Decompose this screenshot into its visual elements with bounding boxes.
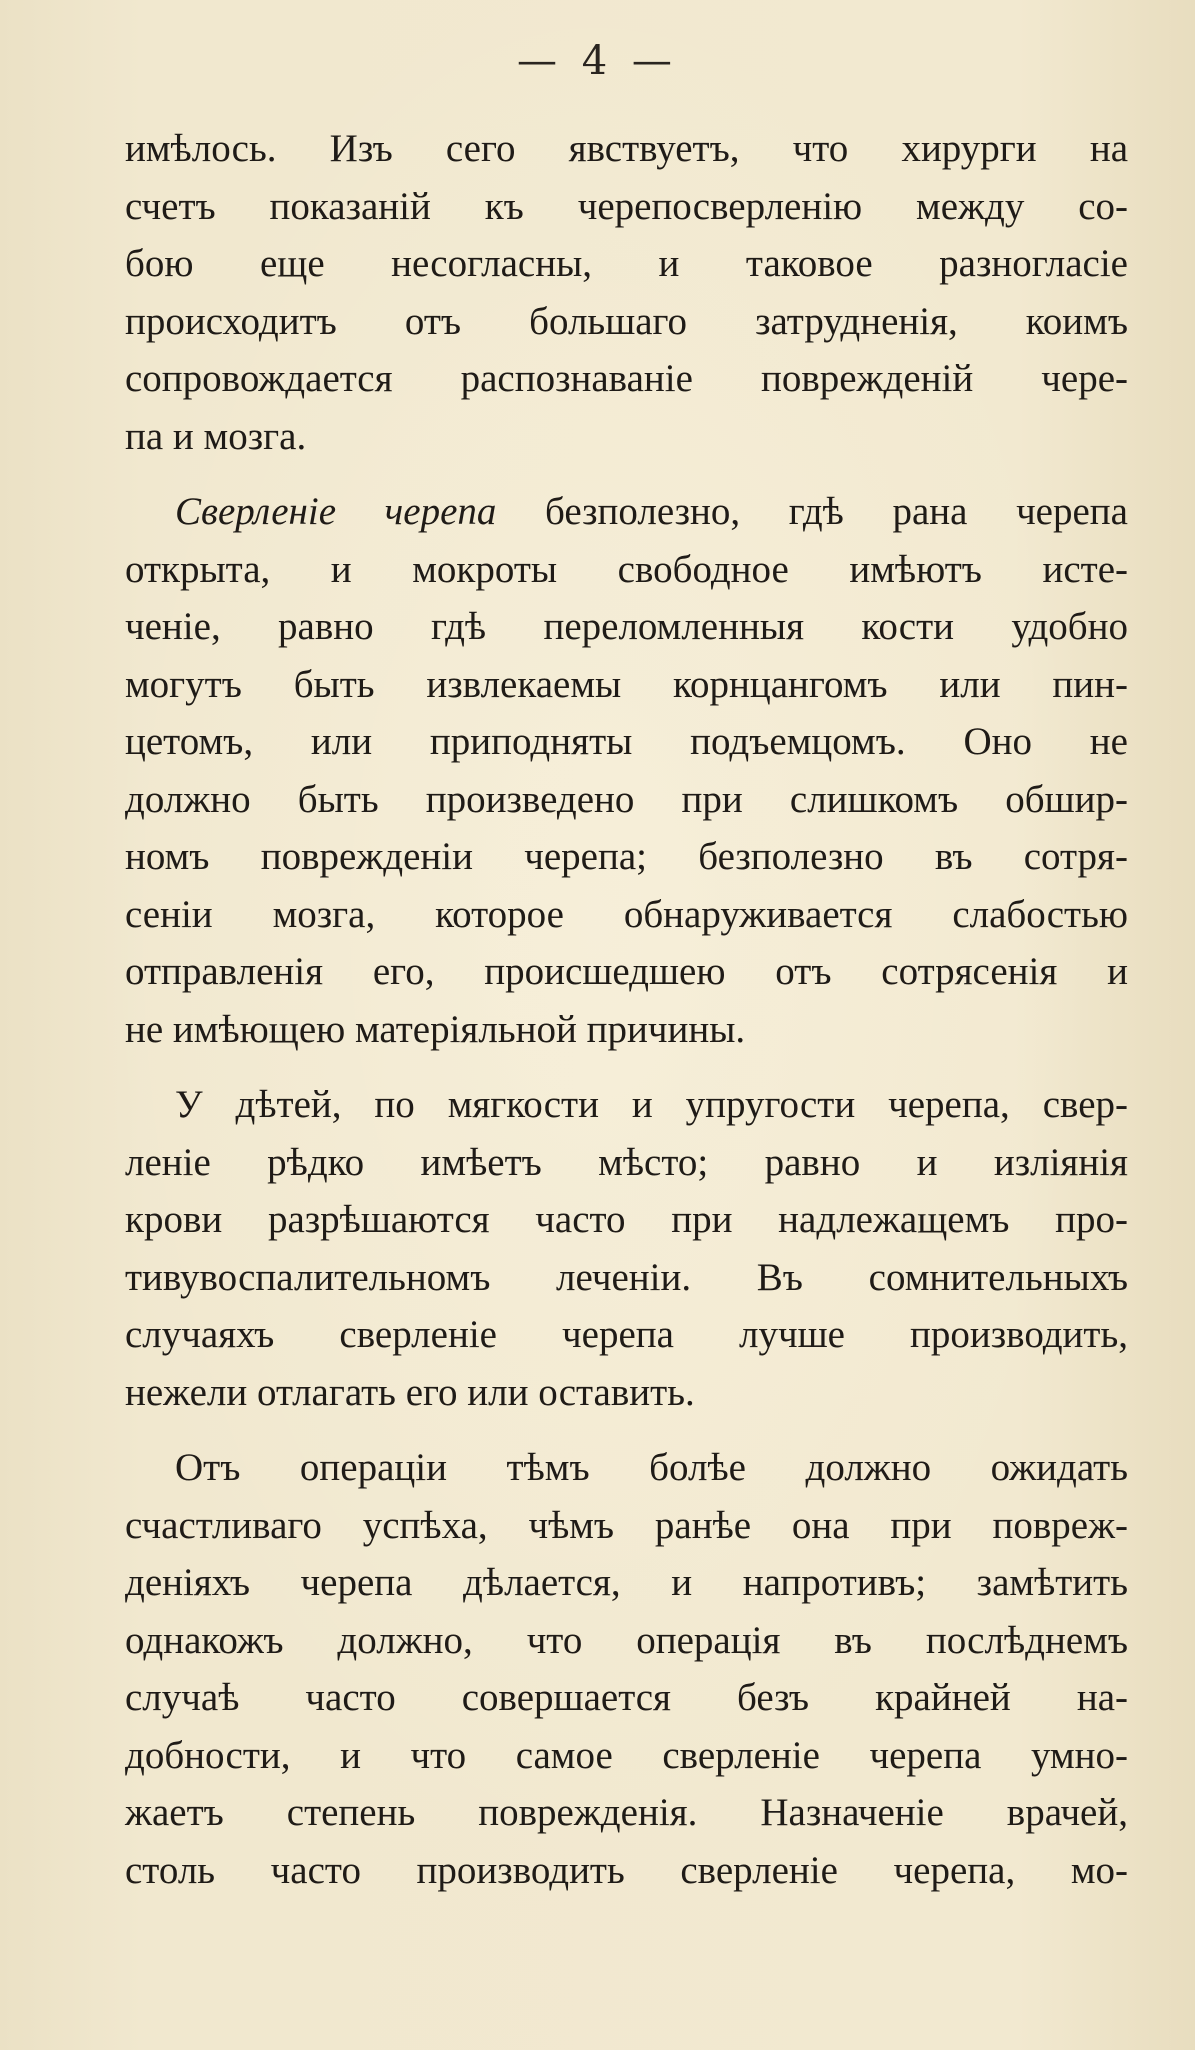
text-line: однакожъ должно, что операція въ послѣднемъ (125, 1618, 1128, 1662)
text-line: жаетъ степень поврежденія. Назначеніе врачей, (125, 1791, 1128, 1834)
paragraph-4 (125, 1439, 1128, 1899)
text-line: имѣлось. Изъ сего явствуетъ, что хирурги на (125, 127, 1128, 170)
text-line: па и мозга. (125, 414, 307, 458)
paragraph-3 (125, 1076, 1128, 1421)
paragraph-1 (125, 120, 1128, 465)
body-text (125, 120, 1128, 1917)
text-line: цетомъ, или приподняты подъемцомъ. Оно не (125, 720, 1128, 763)
text-line: сеніи мозга, которое обнаруживается слабостью (125, 892, 1128, 936)
text-line: крови разрѣшаются часто при надлежащемъ про- (125, 1198, 1128, 1241)
text-line: могутъ быть извлекаемы корнцангомъ или пин- (125, 662, 1128, 706)
text-line: не имѣющею матеріяльной причины. (125, 1007, 746, 1051)
text-line: сопровождается распознаваніе поврежденій чере- (125, 357, 1128, 400)
text-line: добности, и что самое сверленіе черепа умно- (125, 1733, 1128, 1777)
text-line: Отъ операціи тѣмъ болѣе должно ожидать (175, 1446, 1128, 1489)
text-line: случаяхъ сверленіе черепа лучше производить, (125, 1313, 1128, 1356)
italic-lead-phrase: Сверленіе черепа (175, 490, 497, 533)
text-line: должно быть произведено при слишкомъ обшир- (125, 777, 1128, 821)
text-line: тивувоспалительномъ леченіи. Въ сомнительныхъ (125, 1255, 1128, 1299)
text-line: номъ поврежденіи черепа; безполезно въ сотря- (125, 835, 1128, 878)
text-line: нежели отлагать его или оставить. (125, 1370, 695, 1414)
text-line: открыта, и мокроты свободное имѣютъ исте- (125, 547, 1128, 591)
paragraph-2 (125, 483, 1128, 1058)
text-line: случаѣ часто совершается безъ крайней на- (125, 1676, 1128, 1719)
text-line (125, 483, 1128, 541)
text-line: отправленія его, происшедшею отъ сотрясенія и (125, 950, 1128, 993)
text-line: столь часто производить сверленіе черепа, мо- (125, 1848, 1128, 1892)
text-line: счетъ показаній къ черепосверленію между со- (125, 184, 1128, 228)
text-line: ченіе, равно гдѣ переломленныя кости удобно (125, 605, 1128, 648)
text-line: леніе рѣдко имѣетъ мѣсто; равно и изліянія (125, 1140, 1128, 1184)
text-line: счастливаго успѣха, чѣмъ ранѣе она при повреж- (125, 1503, 1128, 1547)
page-number: — 4 — (517, 38, 678, 84)
text-line: деніяхъ черепа дѣлается, и напротивъ; замѣтить (125, 1561, 1128, 1604)
text-line-rest: безполезно, гдѣ рана черепа (496, 490, 1128, 533)
text-line: бою еще несогласны, и таковое разногласіе (125, 242, 1128, 285)
text-line: У дѣтей, по мягкости и упругости черепа, свер- (175, 1083, 1128, 1126)
text-line: происходитъ отъ большаго затрудненія, коимъ (125, 299, 1128, 343)
